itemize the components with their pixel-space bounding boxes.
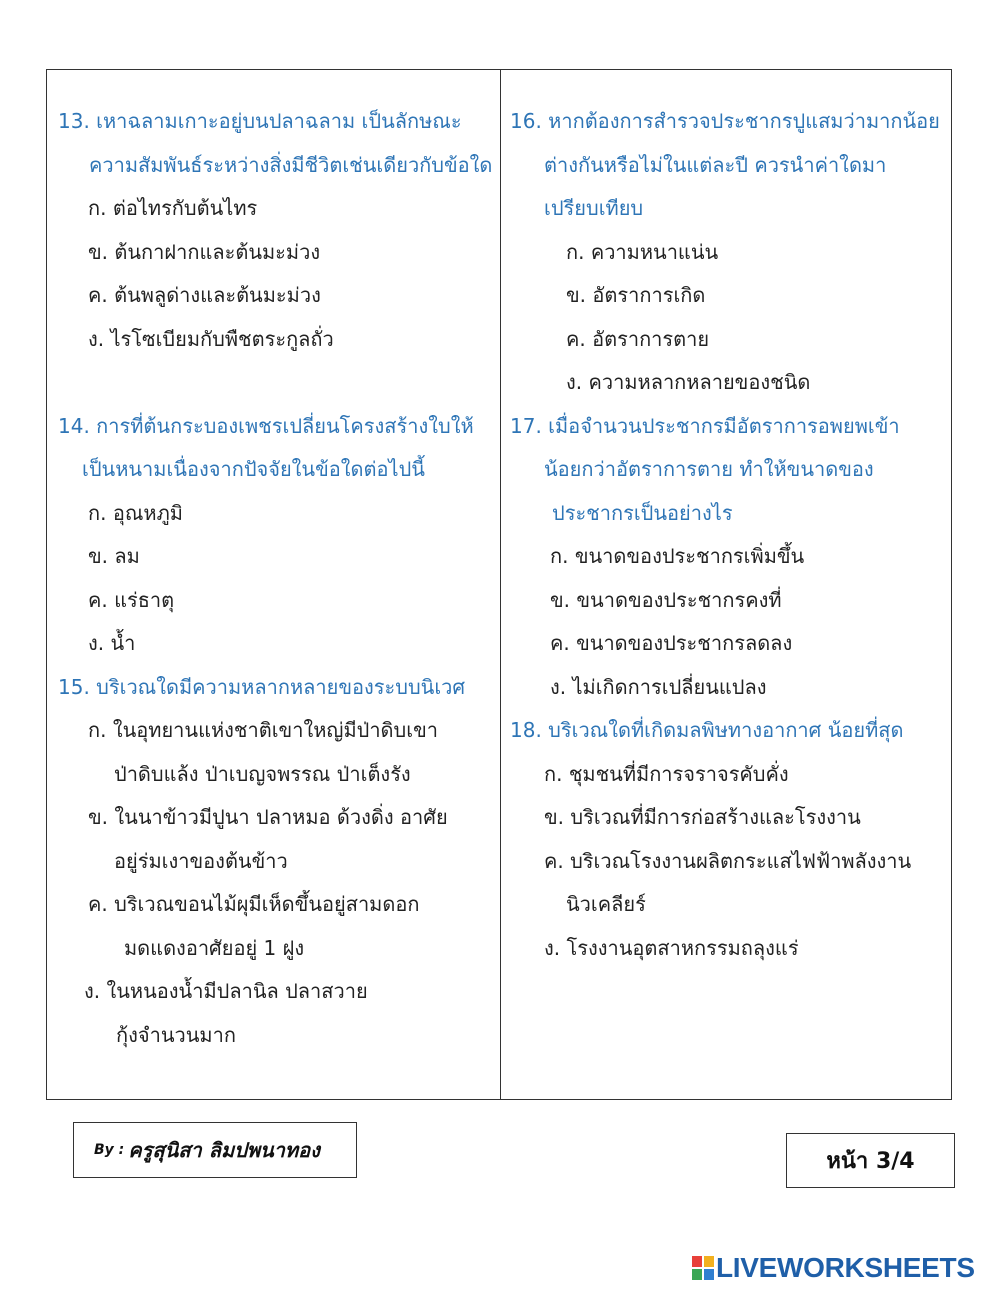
q17-option-a: ก. ขนาดของประชากรเพิ่มขึ้น <box>550 544 805 568</box>
q15-option-c: ค. บริเวณขอนไม้ผุมีเห็ดขึ้นอยู่สามดอก <box>88 892 420 916</box>
q16-option-a: ก. ความหนาแน่น <box>566 239 719 264</box>
q14-option-d: ง. น้ำ <box>88 631 136 655</box>
q13-line-1: 13. เหาฉลามเกาะอยู่บนปลาฉลาม เป็นลักษณะ <box>58 109 462 133</box>
q18-option-d: ง. โรงงานอุตสาหกรรมถลุงแร่ <box>544 935 799 960</box>
author-box <box>73 1122 357 1178</box>
q14-option-a: ก. อุณหภูมิ <box>88 500 183 525</box>
q16-line-1: 16. หากต้องการสำรวจประชากรปูแสมว่ามากน้อย <box>510 109 940 133</box>
q13-line-2: ความสัมพันธ์ระหว่างสิ่งมีชีวิตเช่นเดียวกับข้อใด <box>89 152 493 177</box>
q18-line-1: 18. บริเวณใดที่เกิดมลพิษทางอากาศ น้อยที่สุด <box>510 718 904 742</box>
q14-option-b: ข. ลม <box>88 544 140 568</box>
q16-line-3: เปรียบเทียบ <box>544 196 644 220</box>
q15-line-1: 15. บริเวณใดมีความหลากหลายของระบบนิเวศ <box>58 674 466 699</box>
q15-option-d: ง. ในหนองน้ำมีปลานิล ปลาสวาย <box>84 979 368 1003</box>
q14-line-1: 14. การที่ต้นกระบองเพชรเปลี่ยนโครงสร้างใบให้ <box>58 413 474 438</box>
q17-line-1: 17. เมื่อจำนวนประชากรมีอัตราการอพยพเข้า <box>510 413 900 438</box>
q16-option-d: ง. ความหลากหลายของชนิด <box>566 370 811 394</box>
brand-text: LIVEWORKSHEETS <box>716 1252 975 1283</box>
q17-line-3: ประชากรเป็นอย่างไร <box>552 500 733 525</box>
q13-option-b: ข. ต้นกาฝากและต้นมะม่วง <box>88 239 321 264</box>
q14-line-2: เป็นหนามเนื่องจากปัจจัยในข้อใดต่อไปนี้ <box>82 457 425 481</box>
q17-option-d: ง. ไม่เกิดการเปลี่ยนแปลง <box>550 674 767 699</box>
q17-option-b: ข. ขนาดของประชากรคงที่ <box>550 587 782 612</box>
q16-line-2: ต่างกันหรือไม่ในแต่ละปี ควรนำค่าใดมา <box>544 152 887 177</box>
q18-option-b: ข. บริเวณที่มีการก่อสร้างและโรงงาน <box>544 805 861 829</box>
q18-option-c-cont: นิวเคลียร์ <box>566 892 646 916</box>
q15-option-a-cont: ป่าดิบแล้ง ป่าเบญจพรรณ ป่าเต็งรัง <box>114 761 411 786</box>
q17-option-c: ค. ขนาดของประชากรลดลง <box>550 631 793 655</box>
q18-option-c: ค. บริเวณโรงงานผลิตกระแสไฟฟ้าพลังงาน <box>544 848 912 873</box>
q15-option-a: ก. ในอุทยานแห่งชาติเขาใหญ่มีป่าดิบเขา <box>88 718 438 742</box>
page-number: หน้า 3/4 <box>826 1149 915 1174</box>
brand-watermark <box>692 1252 975 1284</box>
q13-option-c: ค. ต้นพลูด่างและต้นมะม่วง <box>88 283 321 307</box>
q16-option-b: ข. อัตราการเกิด <box>566 283 706 307</box>
q15-option-d-cont: กุ้งจำนวนมาก <box>116 1022 236 1047</box>
q16-option-c: ค. อัตราการตาย <box>566 326 710 351</box>
liveworksheets-logo-icon <box>692 1256 714 1280</box>
q17-line-2: น้อยกว่าอัตราการตาย ทำให้ขนาดของ <box>544 457 874 481</box>
q15-option-b-cont: อยู่ร่มเงาของต้นข้าว <box>114 848 288 873</box>
right-column <box>510 100 948 970</box>
q15-option-c-cont: มดแดงอาศัยอยู่ 1 ฝูง <box>124 935 305 960</box>
q13-option-a: ก. ต่อไทรกับต้นไทร <box>88 196 258 220</box>
q15-option-b: ข. ในนาข้าวมีปูนา ปลาหมอ ด้วงดิ่ง อาศัย <box>88 805 448 829</box>
left-column <box>56 100 496 1057</box>
page-number-box <box>786 1133 955 1188</box>
column-divider <box>500 69 501 1100</box>
author-name: ครูสุนิสา ลิมปพนาทอง <box>128 1138 320 1162</box>
by-label: By : <box>94 1142 125 1158</box>
spacer <box>56 361 496 405</box>
q14-option-c: ค. แร่ธาตุ <box>88 587 175 612</box>
q13-option-d: ง. ไรโซเบียมกับพืชตระกูลถั่ว <box>88 326 334 351</box>
q18-option-a: ก. ชุมชนที่มีการจราจรคับคั่ง <box>544 761 789 786</box>
